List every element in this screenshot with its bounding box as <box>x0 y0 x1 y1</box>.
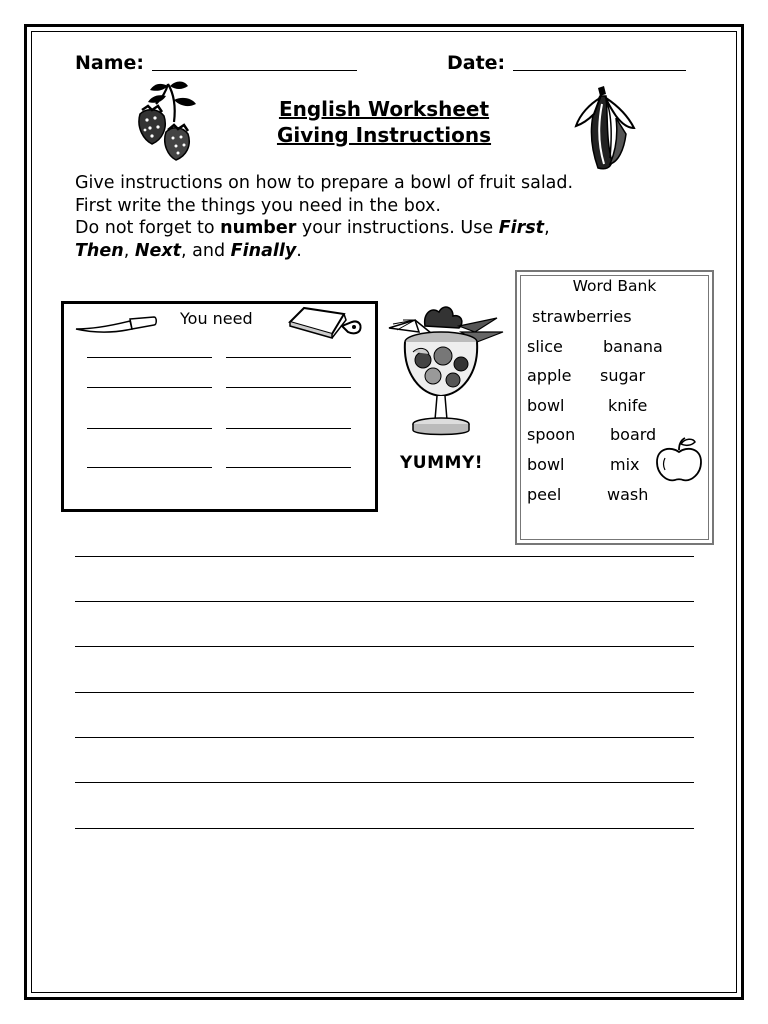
cutting-board-icon <box>286 304 366 342</box>
you-need-blank-8[interactable] <box>226 467 351 468</box>
writing-line-6[interactable] <box>75 782 694 783</box>
word-bank-word: bowl <box>527 396 565 415</box>
name-field <box>75 50 357 74</box>
instruction-line-2: First write the things you need in the box. <box>75 195 441 216</box>
instruction-line-4 <box>75 240 715 263</box>
you-need-box <box>61 301 378 512</box>
word-bank-word: knife <box>608 396 648 415</box>
word-bank-word: sugar <box>600 366 646 385</box>
instruction-text: , <box>123 240 135 261</box>
date-blank[interactable] <box>513 50 686 71</box>
writing-line-3[interactable] <box>75 646 694 647</box>
writing-line-4[interactable] <box>75 692 694 693</box>
word-bank-word: bowl <box>527 455 565 474</box>
name-label: Name: <box>75 52 145 74</box>
instruction-text: Do not forget to <box>75 218 221 238</box>
instructions <box>75 172 715 262</box>
instruction-text: . <box>296 240 302 261</box>
emphasis-then: Then <box>75 240 124 261</box>
writing-line-5[interactable] <box>75 737 694 738</box>
instruction-line-3 <box>75 217 715 240</box>
you-need-blank-2[interactable] <box>226 357 351 358</box>
word-bank-word: apple <box>527 366 572 385</box>
writing-line-1[interactable] <box>75 556 694 557</box>
instruction-text: your instructions. Use <box>296 218 499 238</box>
word-bank-word: spoon <box>527 425 576 444</box>
word-bank-word: peel <box>527 485 562 504</box>
you-need-blank-4[interactable] <box>226 387 351 388</box>
instruction-line-1: Give instructions on how to prepare a bowl of fruit salad. <box>75 173 574 193</box>
word-bank-word: board <box>610 425 657 444</box>
word-bank-title: Word Bank <box>572 277 657 295</box>
instruction-text: , and <box>181 240 231 261</box>
emphasis-finally: Finally <box>230 240 297 261</box>
knife-icon <box>74 313 158 335</box>
writing-line-2[interactable] <box>75 601 694 602</box>
you-need-label: You need <box>180 309 253 328</box>
word-bank-word: strawberries <box>532 307 632 326</box>
apple-icon <box>653 436 705 484</box>
writing-line-7[interactable] <box>75 828 694 829</box>
you-need-blank-3[interactable] <box>87 387 212 388</box>
date-field <box>447 50 686 74</box>
you-need-blank-7[interactable] <box>87 467 212 468</box>
you-need-blank-1[interactable] <box>87 357 212 358</box>
word-bank-word: slice <box>527 337 563 356</box>
word-bank-word: banana <box>603 337 663 356</box>
worksheet-subtitle: Giving Instructions <box>276 123 492 147</box>
emphasis-number: number <box>220 218 297 238</box>
emphasis-first: First <box>498 218 545 238</box>
you-need-blank-6[interactable] <box>226 428 351 429</box>
you-need-blank-5[interactable] <box>87 428 212 429</box>
banana-icon <box>572 84 644 174</box>
yummy-caption: YUMMY! <box>400 453 484 473</box>
date-label: Date: <box>447 52 506 74</box>
worksheet-title: English Worksheet <box>278 97 490 121</box>
instruction-text: , <box>544 218 550 238</box>
word-bank-word: mix <box>610 455 640 474</box>
name-blank[interactable] <box>152 50 357 71</box>
word-bank-word: wash <box>607 485 649 504</box>
word-bank <box>515 270 714 545</box>
emphasis-next: Next <box>134 240 182 261</box>
strawberry-icon <box>130 78 206 164</box>
fruit-salad-bowl-icon <box>385 302 511 450</box>
